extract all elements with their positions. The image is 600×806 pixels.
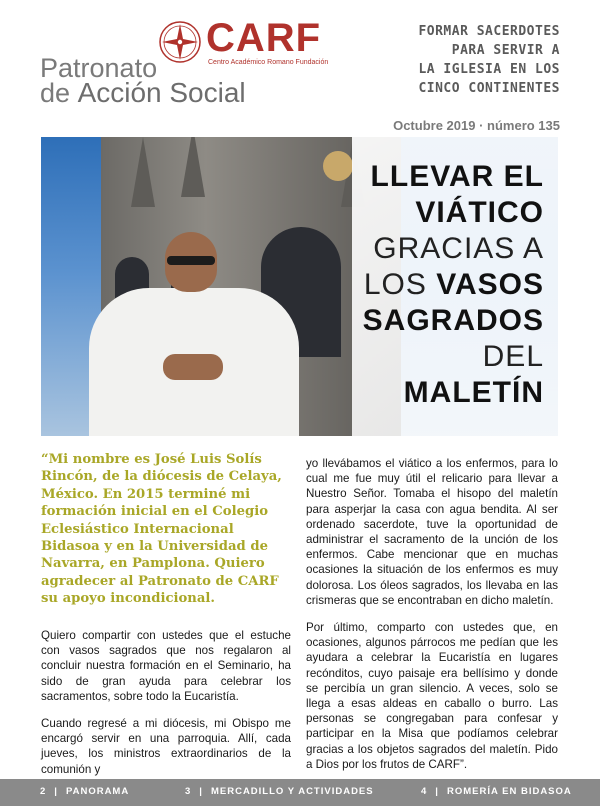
body-paragraph: Por último, comparto con ustedes que, en ocasiones, algunos párrocos me pedían que les ayudara a celebrar la Eucaristía en lugares recónditos, cuyo paisaje era bellísimo y donde se percibía un gran silencio. A veces, solo se llega a esas aldeas en caballo o burro. Las personas se congregaban para confesar y participar en la Misa que podíamos celebrar gracias a los objetos sagrados del maletín. Pido a Dios por los frutos de CARF”. — [306, 621, 558, 771]
title-line: DEL — [482, 340, 544, 373]
footer-separator: | — [54, 786, 58, 797]
priest-figure — [79, 232, 309, 436]
brand-name: CARF — [206, 16, 322, 60]
body-paragraph: yo llevábamos el viático a los enfermos, para lo cual me fue muy útil el relicario para llevar a Nuestro Señor. Tomaba el hisopo del maletín para asperjar la casa con agua bendita. Al ser ordenado sacerdote, tuve la oportunidad de administrar el sacramento de la unción de los enfermos. Cabe mencionar que en muchas ocasiones la situación de los enfermos es muy dolorosa. Los óleos sagrados, los llevaba en las crismeras que se encontraban en dicho maletín. — [306, 457, 558, 607]
logo-line-2-de: de — [40, 78, 71, 108]
title-line-light: LOS — [363, 268, 437, 301]
motto-line: CINCO CONTINENTES — [418, 81, 560, 96]
footer-separator: | — [199, 786, 203, 797]
church-medallion — [323, 151, 353, 181]
footer-page-number: 4 — [421, 786, 428, 797]
hero-photo — [41, 137, 558, 436]
footer-page-number: 3 — [185, 786, 192, 797]
page-footer — [0, 779, 600, 806]
right-column — [306, 456, 558, 784]
title-line-bold: VASOS — [436, 268, 544, 301]
logo-line-1: Patronato — [40, 53, 158, 83]
footer-section-label: MERCADILLO Y ACTIVIDADES — [210, 786, 374, 797]
carf-seal-icon — [158, 20, 202, 64]
title-line — [363, 267, 544, 303]
footer-link-panorama[interactable] — [40, 786, 129, 797]
body-paragraph: Quiero compartir con ustedes que el estuche con vasos sagrados que nos regalaron al concluir nuestra formación en el Seminario, ha sido de gran ayuda para celebrar los sacramentos, sobre todo la Eucaristía. — [41, 629, 291, 703]
church-spire — [181, 137, 205, 197]
title-line: MALETÍN — [403, 376, 544, 409]
body-paragraph: Cuando regresé a mi diócesis, mi Obispo me encargó servir en una parroquia. Allí, cada jueves, los ministros extraordinarios de la comunión y — [41, 717, 291, 776]
church-spire — [131, 137, 155, 207]
logo-line-2 — [40, 79, 246, 107]
motto-line: LA IGLESIA EN LOS — [418, 62, 560, 77]
motto-line: PARA SERVIR A — [451, 43, 560, 58]
title-overlay — [352, 137, 558, 436]
footer-page-number: 2 — [40, 786, 47, 797]
lead-quote: “Mi nombre es José Luis Solís Rincón, de la diócesis de Celaya, México. En 2015 terminé mi formación inicial en el Colegio Eclesiástico Internacional Bidasoa y en la Universidad de Navarra, en Pamplona. Quiero agradecer al Patronato de CARF su apoyo incondicional. — [41, 452, 282, 607]
motto-line: FORMAR SACERDOTES — [418, 24, 560, 39]
logo-line-2-accion: Acción Social — [77, 77, 246, 108]
folded-hands — [163, 354, 223, 380]
article-title — [363, 159, 544, 411]
issue-info: Octubre 2019 · número 135 — [393, 118, 560, 133]
left-column — [41, 628, 291, 789]
patronato-logo — [40, 14, 340, 108]
footer-section-label: ROMERÍA EN BIDASOA — [446, 786, 572, 797]
footer-link-mercadillo[interactable] — [185, 786, 374, 797]
footer-link-romeria[interactable] — [421, 786, 572, 797]
title-line: VIÁTICO — [415, 196, 544, 229]
title-line: LLEVAR EL — [370, 160, 544, 193]
footer-section-label: PANORAMA — [65, 786, 130, 797]
brand-subtitle: Centro Académico Romano Fundación — [208, 59, 329, 66]
title-line: SAGRADOS — [362, 304, 544, 337]
motto — [360, 22, 560, 98]
footer-separator: | — [435, 786, 439, 797]
title-line: GRACIAS A — [373, 232, 544, 265]
sunglasses — [167, 256, 215, 265]
